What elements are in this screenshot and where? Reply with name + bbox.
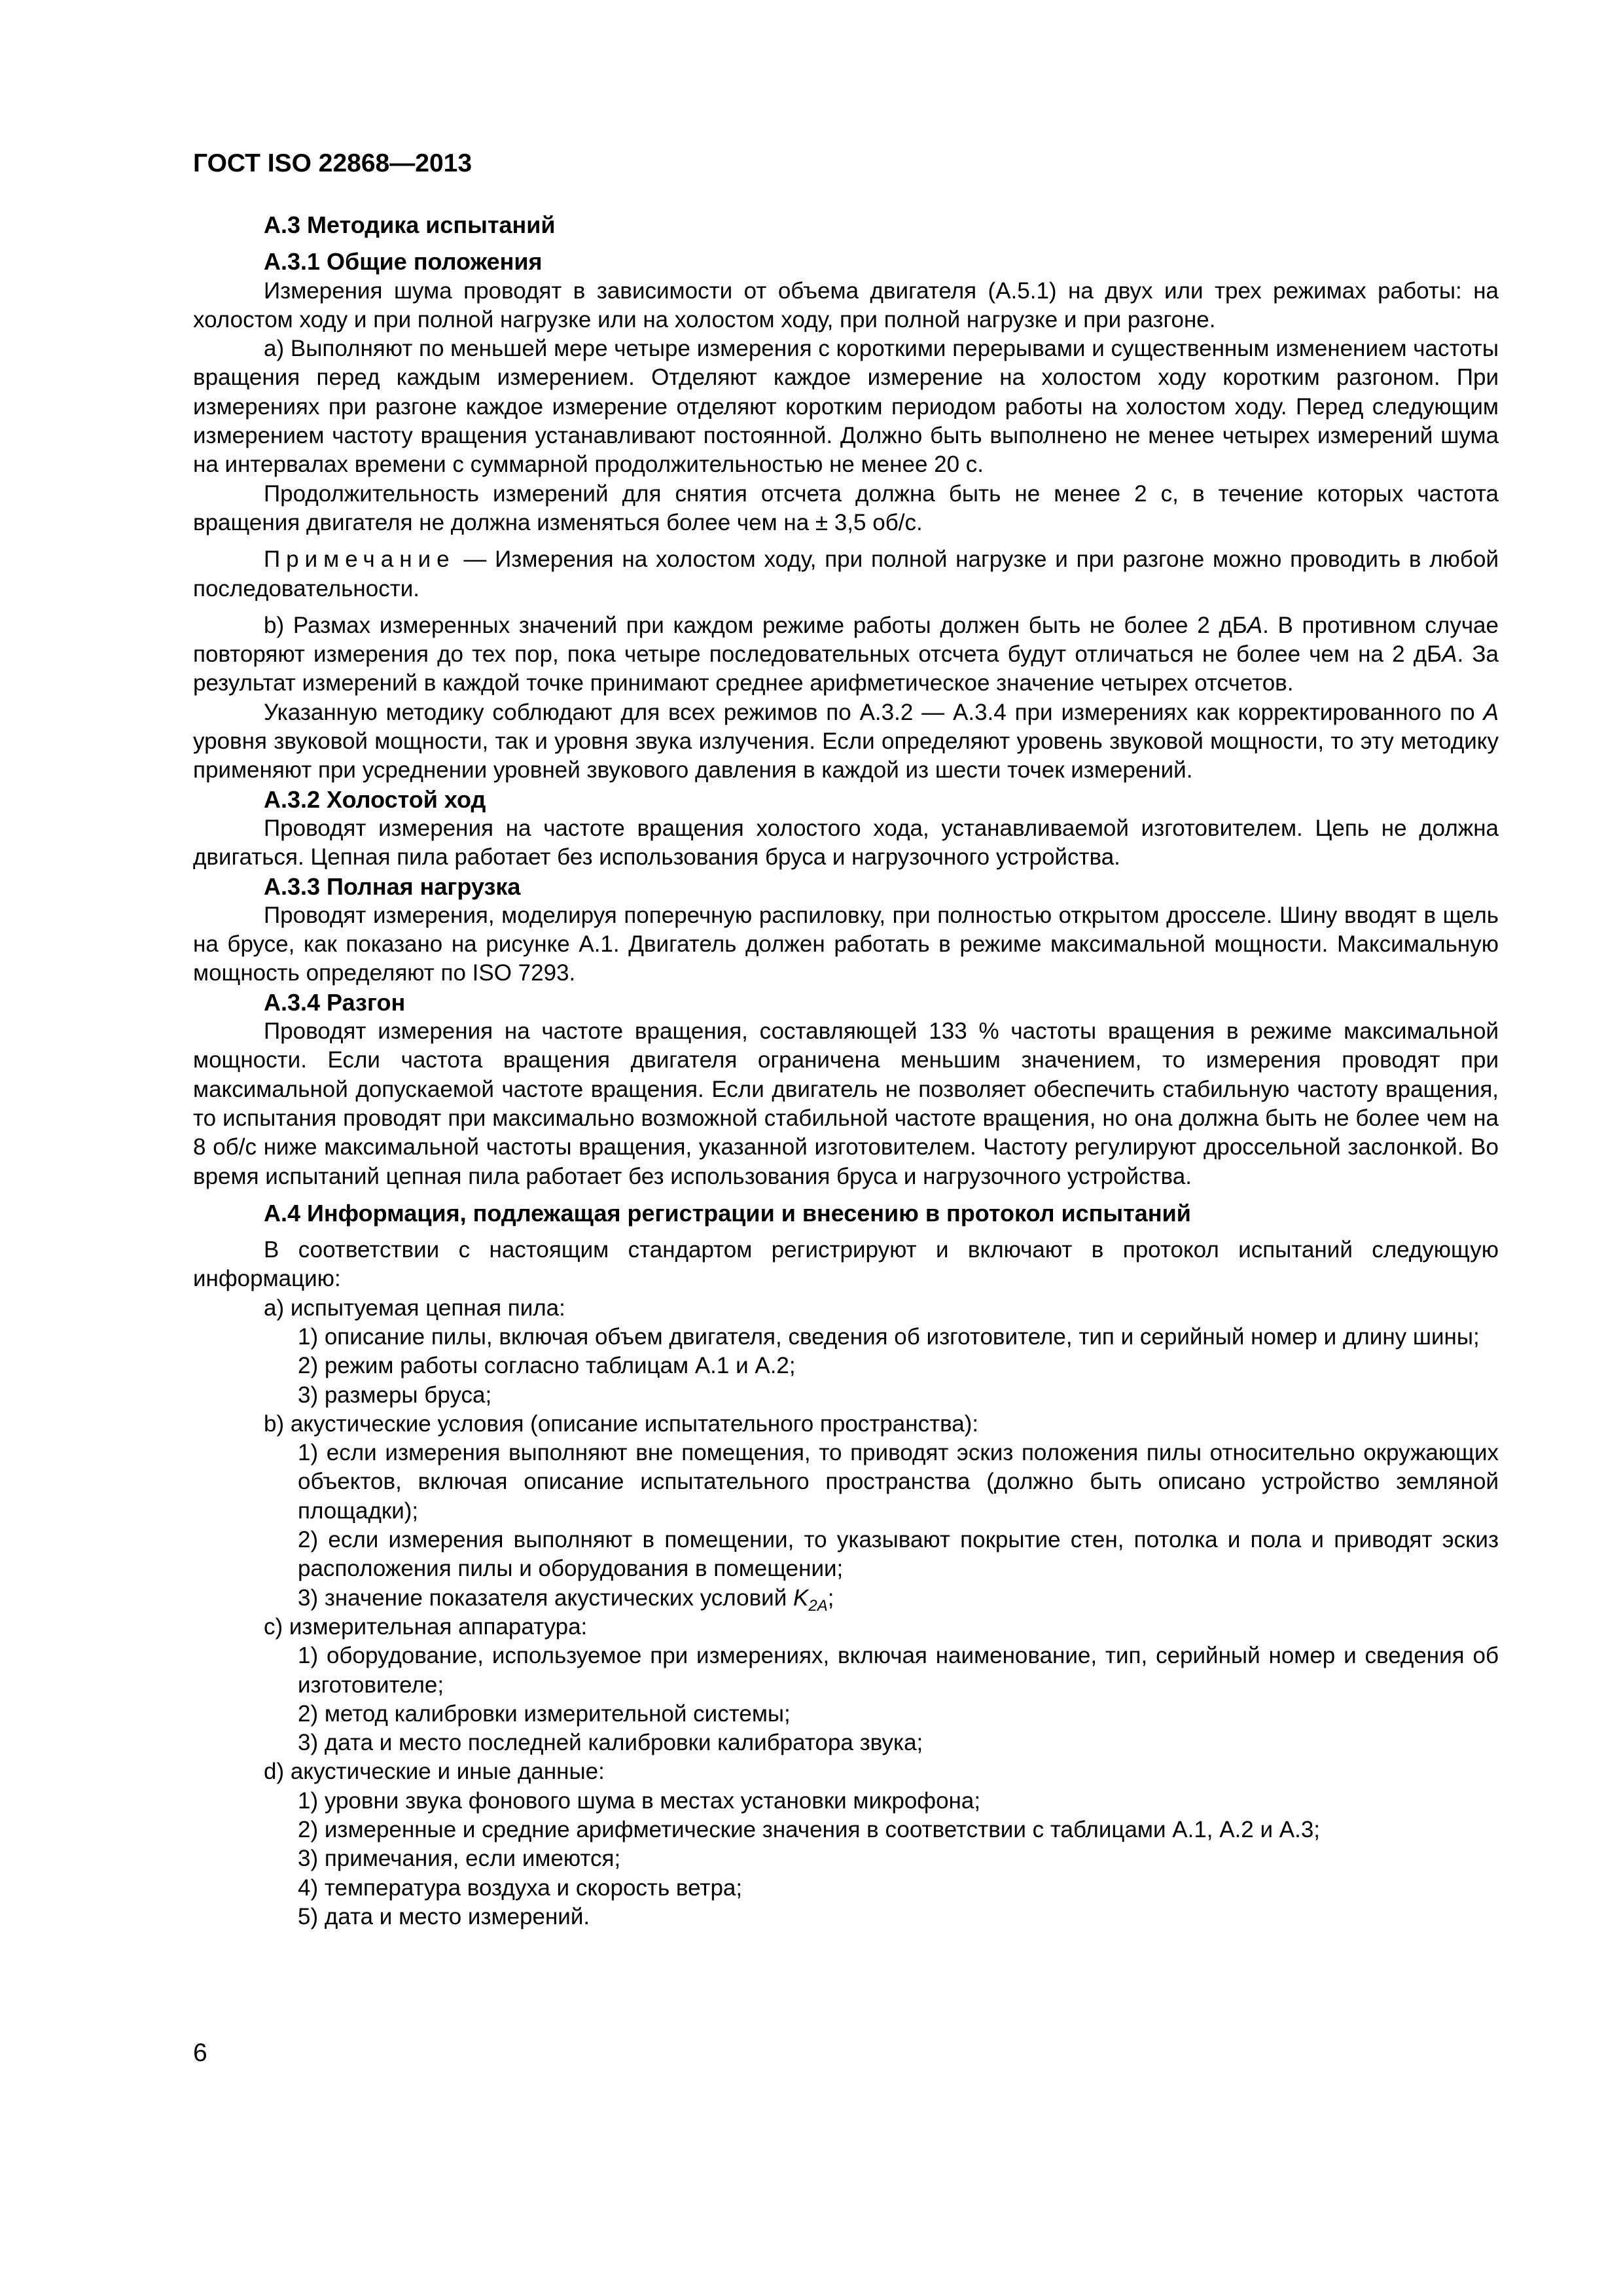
symbol-k: K [793,1585,809,1611]
section-a3-title: А.3 Методика испытаний [264,211,556,238]
paragraph-a32-idle: Проводят измерения на частоте вращения холостого хода, устанавливаемой изготовителем. Цепь не должна двигаться. Цепная пила работает без использования бруса и нагрузочного устройства. [193,815,1499,870]
list-item-c: c) измерительная аппаратура: [264,1613,588,1640]
paragraph-a31-method: Указанную методику соблюдают для всех режимов по А.3.2 — А.3.4 при измерениях как корректированного по А уровня звуковой мощности, так и уровня звука излучения. Если определяют уровень звуковой мощности, то эту методику применяют при усреднении уровней звукового давления в каждой из шести точек измерений. [193,699,1499,783]
list-item-d: d) акустические и иные данные: [264,1759,605,1785]
paragraph-a31-duration: Продолжительность измерений для снятия отсчета должна быть не менее 2 с, в течение которых частота вращения двигателя не должна изменяться более чем на ± 3,5 об/с. [193,480,1499,535]
paragraph-a34-acceleration: Проводят измерения на частоте вращения, составляющей 133 % частоты вращения в режиме максимальной мощности. Если частота вращения двигателя ограничена меньшим значением, то измерения проводят при максимальной допускаемой частоте вращения. Если двигатель не позволяет обеспечить стабильную частоту вращения, то испытания проводят при максимально возможной стабильной частоте вращения, но она должна быть не более чем на 8 об/с ниже максимальной частоты вращения, указанной изготовителем. Частоту регулируют дроссельной заслонкой. Во время испытаний цепная пила работает без использования бруса и нагрузочного устройства. [193,1018,1499,1189]
list-item-d5: 5) дата и место измерений. [298,1903,590,1929]
page-number: 6 [193,2039,207,2067]
paragraph-a31-item-b: b) Размах измеренных значений при каждом режиме работы должен быть не более 2 дБА. В противном случае повторяют измерения до тех пор, пока четыре последовательных отсчета будут отличаться не более чем на 2 дБА. За результат измерений в каждой точке принимают среднее арифметическое значение четырех отсчетов. [193,612,1499,696]
section-a34-title: А.3.4 Разгон [264,988,406,1016]
note-label: Примечание [264,547,455,573]
section-a33-title: А.3.3 Полная нагрузка [264,872,521,900]
list-item-a1: 1) описание пилы, включая объем двигателя, сведения об изготовителе, тип и серийный номер и длину шины; [298,1323,1480,1350]
list-item-d3: 3) примечания, если имеются; [298,1846,621,1872]
list-item-c3: 3) дата и место последней калибровки калибратора звука; [298,1730,923,1756]
section-a31-title: А.3.1 Общие положения [264,248,543,276]
list-item-a2: 2) режим работы согласно таблицам А.1 и А.2; [298,1353,796,1379]
list-item-b1: 1) если измерения выполняют вне помещения, то приводят эскиз положения пилы относительно окружающих объектов, включая описание испытательного пространства (должно быть описано устройство земляной площадки); [298,1440,1499,1524]
section-a4-title: А.4 Информация, подлежащая регистрации и внесению в протокол испытаний [264,1199,1191,1227]
paragraph-a4-intro: В соответствии с настоящим стандартом регистрируют и включают в протокол испытаний следующую информацию: [193,1237,1499,1292]
section-a32-title: А.3.2 Холостой ход [264,785,486,813]
note-text: — Измерения на холостом ходу, при полной нагрузке и при разгоне можно проводить в любой последовательности. [193,547,1499,601]
list-item-a3: 3) размеры бруса; [298,1382,492,1408]
list-item-a: а) испытуемая цепная пила: [264,1295,565,1321]
list-item-d4: 4) температура воздуха и скорость ветра; [298,1874,743,1901]
list-item-b3: 3) значение показателя акустических условий $K_{2A}$; [298,1585,834,1615]
page-content [193,211,1499,1931]
paragraph-a33-full-load: Проводят измерения, моделируя поперечную распиловку, при полностью открытом дросселе. Шину вводят в щель на брусе, как показано на рисунке А.1. Двигатель должен работать в режиме максимальной мощности. Максимальную мощность определяют по ISO 7293. [193,902,1499,986]
list-item-d1: 1) уровни звука фонового шума в местах установки микрофона; [298,1787,981,1814]
document-header: ГОСТ ISO 22868—2013 [193,149,473,177]
list-item-d2: 2) измеренные и средние арифметические значения в соответствии с таблицами А.1, А.2 и А.3; [298,1817,1321,1843]
paragraph-a31-item-a: а) Выполняют по меньшей мере четыре измерения с короткими перерывами и существенным изменением частоты вращения перед каждым измерением. Отделяют каждое измерение на холостом ходу коротким разгоном. При измерениях при разгоне каждое измерение отделяют коротким периодом работы на холостом ходу. Перед следующим измерением частоту вращения устанавливают постоянной. Должно быть выполнено не менее четырех измерений шума на интервалах времени с суммарной продолжительностью не менее 20 с. [193,336,1499,478]
paragraph-a31-general: Измерения шума проводят в зависимости от объема двигателя (А.5.1) на двух или трех режимах работы: на холостом ходу и при полной нагрузке или на холостом ходу, при полной нагрузке и при разгоне. [193,278,1499,332]
list-item-b2: 2) если измерения выполняют в помещении, то указывают покрытие стен, потолка и пола и приводят эскиз расположения пилы и оборудования в помещении; [298,1527,1499,1582]
symbol-k-subscript: 2A [808,1596,828,1615]
note [193,545,1499,603]
list-item-c2: 2) метод калибровки измерительной системы; [298,1700,791,1727]
list-item-c1: 1) оборудование, используемое при измерениях, включая наименование, тип, серийный номер и сведения об изготовителе; [298,1643,1499,1698]
list-item-b: b) акустические условия (описание испытательного пространства): [264,1410,979,1437]
